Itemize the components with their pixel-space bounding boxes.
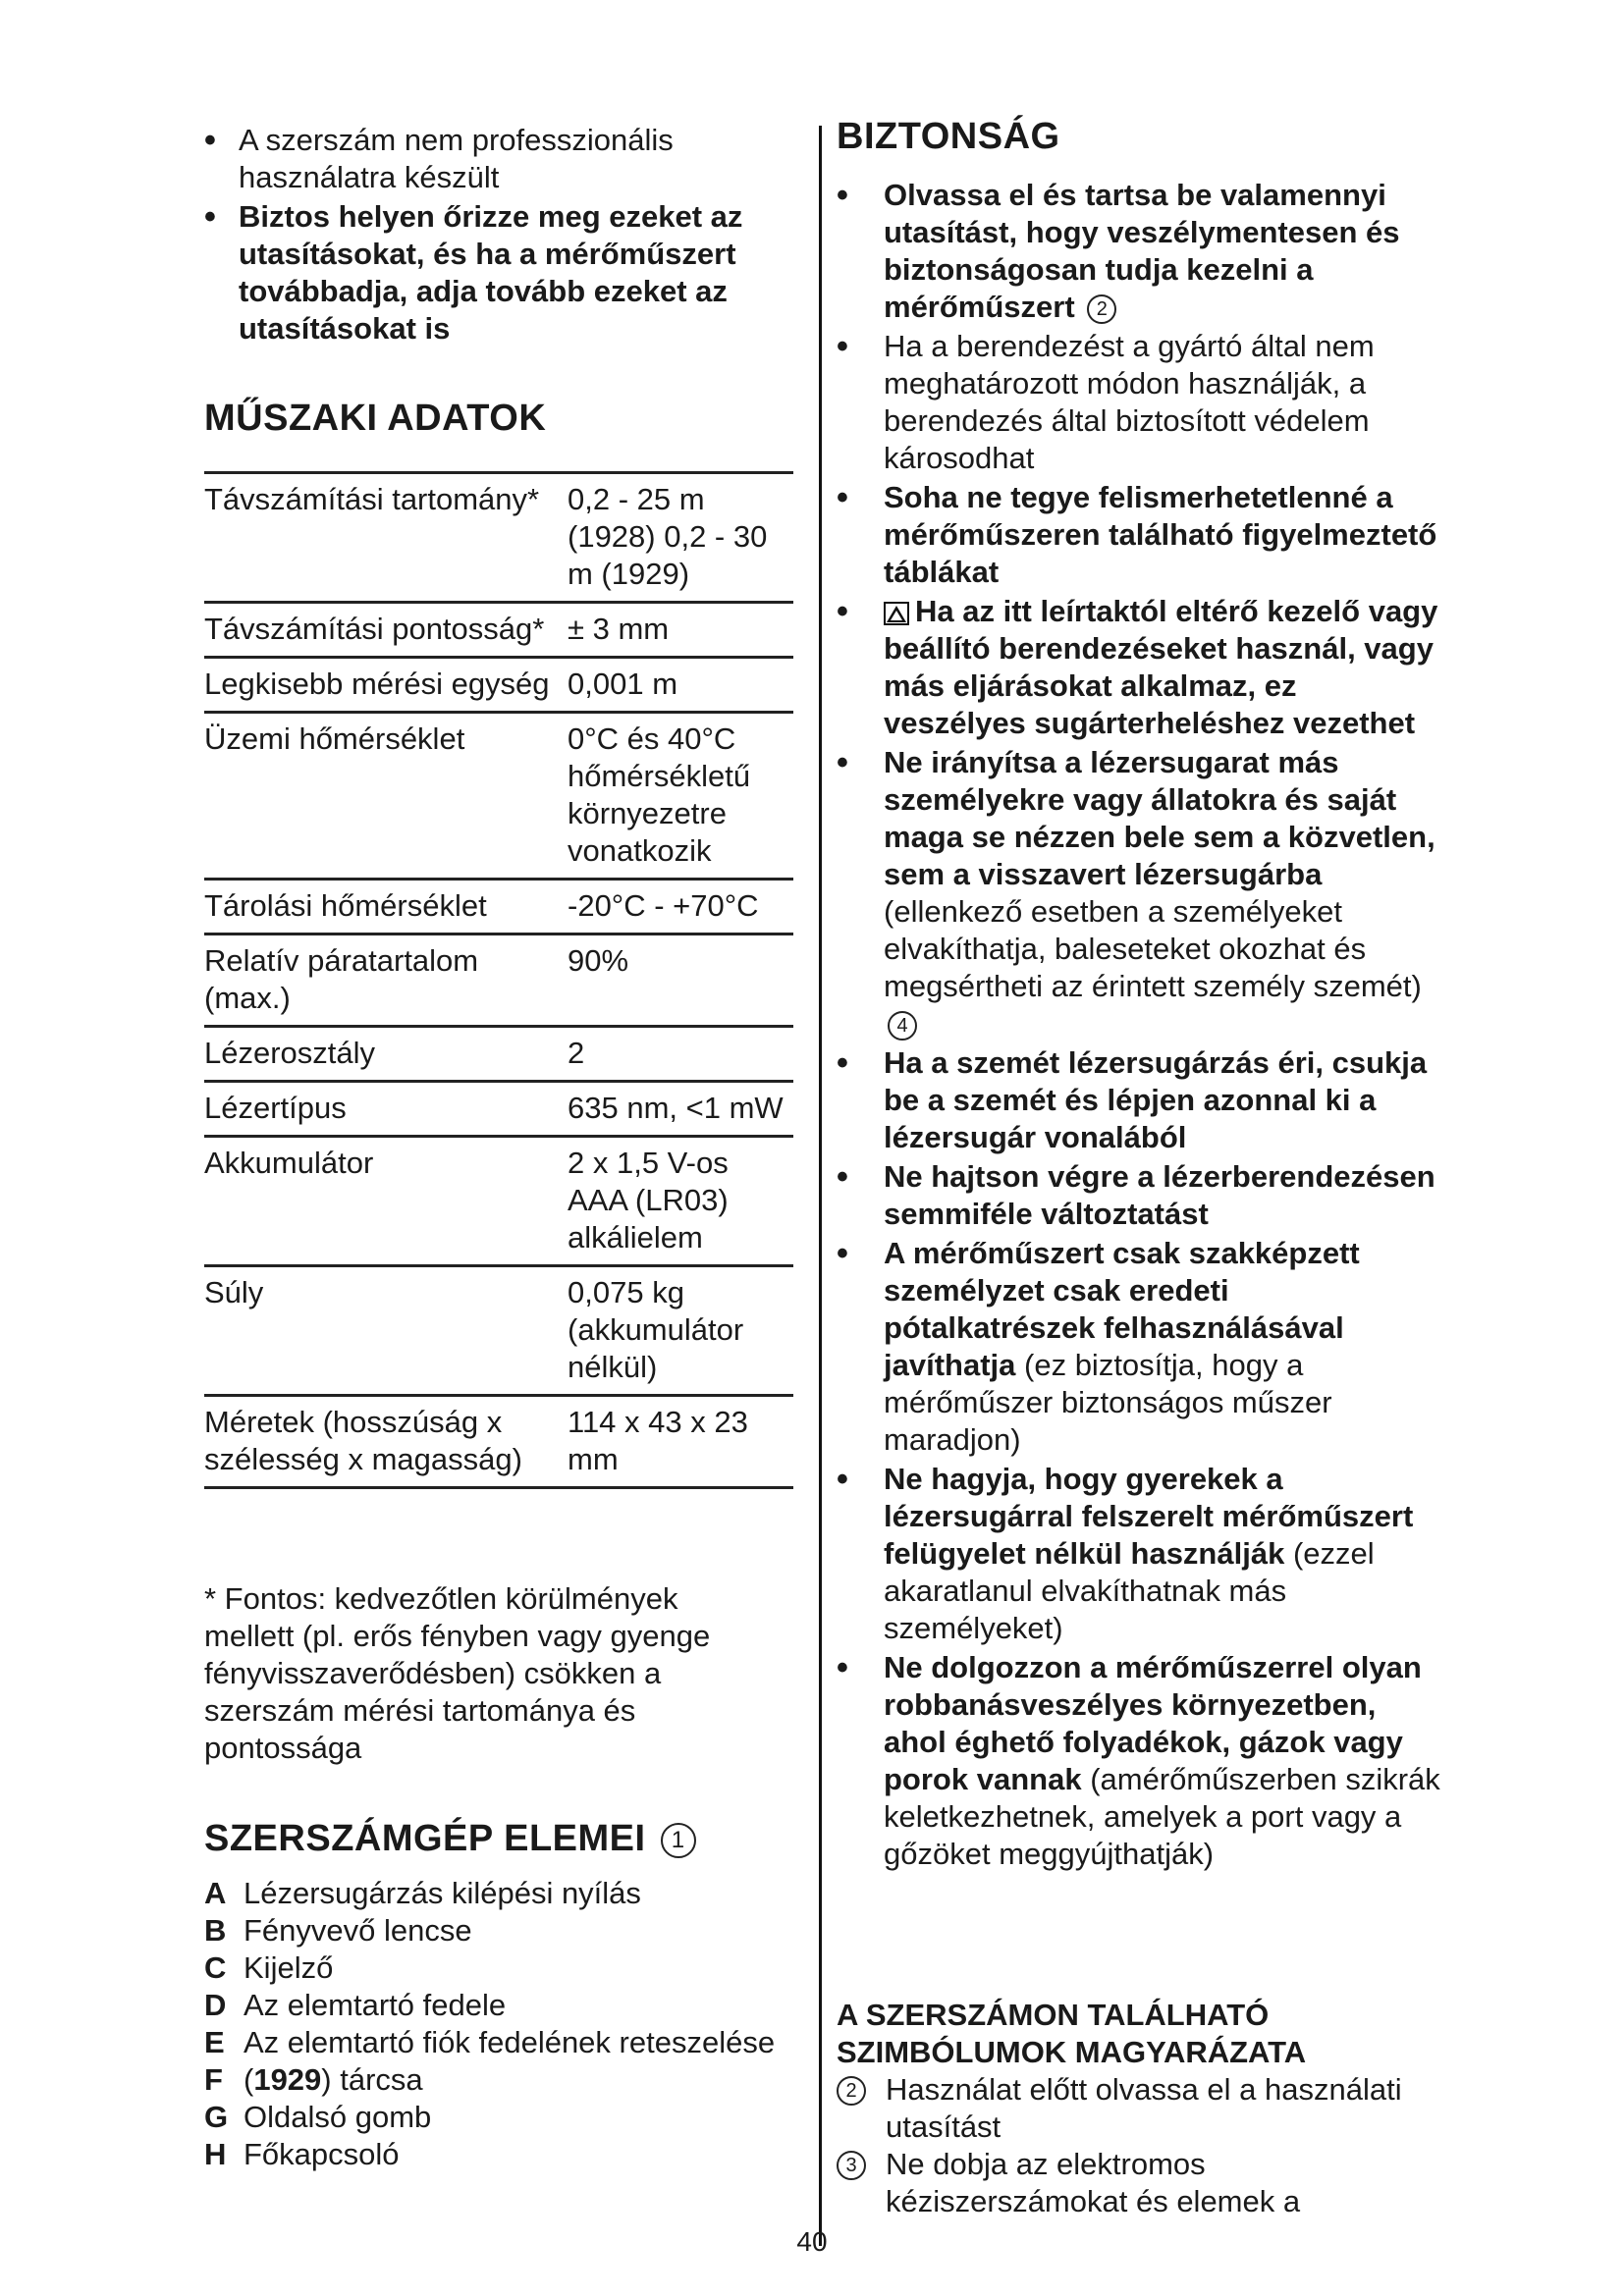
spec-label: Akkumulátor bbox=[204, 1146, 374, 1180]
symbol-item: 3 Ne dobja az elektromos kéziszerszámokat és elemek a bbox=[837, 2146, 1445, 2220]
symbols-list bbox=[837, 2071, 1445, 2220]
laser-warning-icon bbox=[884, 602, 909, 625]
safety-bullet: • Ne dolgozzon a mérőműszerrel olyan robbanásveszélyes környezetben, ahol éghető folyadékok, gázok vagy porok vannak (amérőműszerben szikrák keletkezhetnek, amelyek a port vagy a gőzöket meggyújthatják) bbox=[837, 1649, 1445, 1873]
spec-value: 0,2 - 25 m (1928) 0,2 - 30 m (1929) bbox=[568, 482, 768, 591]
spec-value: 2 bbox=[568, 1036, 585, 1070]
spec-value: 635 nm, <1 mW bbox=[568, 1091, 784, 1125]
spec-value: 2 x 1,5 V-os AAA (LR03) alkálielem bbox=[568, 1146, 729, 1255]
safety-title: BIZTONSÁG bbox=[837, 116, 1060, 157]
spec-value: 0°C és 40°C hőmérsékletű környezetre vonatkozik bbox=[568, 721, 751, 868]
spec-value: -20°C - +70°C bbox=[568, 888, 759, 923]
spec-label: Lézertípus bbox=[204, 1091, 347, 1125]
part-item: H Főkapcsoló bbox=[204, 2137, 400, 2171]
spec-row bbox=[204, 1082, 793, 1137]
spec-label: Relatív páratartalom (max.) bbox=[204, 943, 479, 1015]
spec-row bbox=[204, 1396, 793, 1488]
spec-value: 0,075 kg (akkumulátor nélkül) bbox=[568, 1275, 744, 1384]
column-divider bbox=[819, 126, 822, 2246]
safety-bullets bbox=[837, 177, 1445, 1875]
spec-row bbox=[204, 880, 793, 934]
safety-bullet: • Ha a berendezést a gyártó által nem meghatározott módon használják, a berendezés által biztosított védelem károsodhat bbox=[837, 328, 1445, 477]
spec-label: Méretek (hosszúság x szélesség x magasság) bbox=[204, 1405, 522, 1476]
part-item: E Az elemtartó fiók fedelének reteszelése bbox=[204, 2025, 776, 2059]
symbol-item: 2 Használat előtt olvassa el a használati utasítást bbox=[837, 2071, 1445, 2146]
parts-list bbox=[204, 1875, 793, 2173]
spec-row bbox=[204, 473, 793, 603]
spec-row bbox=[204, 658, 793, 713]
spec-row bbox=[204, 1137, 793, 1266]
spec-value: 90% bbox=[568, 943, 629, 978]
intro-bullet-1: • A szerszám nem professzionális használatra készült bbox=[204, 122, 793, 196]
spec-label: Üzemi hőmérséklet bbox=[204, 721, 465, 756]
symbols-title: A SZERSZÁMON TALÁLHATÓ SZIMBÓLUMOK MAGYARÁZATA bbox=[837, 1998, 1307, 2069]
safety-bullet: • Olvassa el és tartsa be valamennyi utasítást, hogy veszélymentesen és biztonságosan tudja kezelni a mérőműszert 2 bbox=[837, 177, 1445, 326]
part-item: C Kijelző bbox=[204, 1950, 334, 1985]
safety-bullet: • Soha ne tegye felismerhetetlenné a mérőműszeren található figyelmeztető táblákat bbox=[837, 479, 1445, 591]
spec-row bbox=[204, 934, 793, 1027]
spec-value: 0,001 m bbox=[568, 667, 678, 701]
part-item: G Oldalsó gomb bbox=[204, 2100, 432, 2134]
spec-value: ± 3 mm bbox=[568, 612, 670, 646]
specs-title: MŰSZAKI ADATOK bbox=[204, 398, 547, 439]
part-item: F (1929) tárcsa bbox=[204, 2062, 423, 2097]
figure-ref-2: 2 bbox=[837, 2076, 866, 2106]
figure-ref-4: 4 bbox=[888, 1011, 917, 1041]
safety-bullet: • Ha a szemét lézersugárzás éri, csukja be a szemét és lépjen azonnal ki a lézersugár vonalából bbox=[837, 1044, 1445, 1156]
figure-ref-1: 1 bbox=[661, 1823, 696, 1858]
spec-label: Távszámítási tartomány* bbox=[204, 482, 540, 516]
safety-bullet: • Ne hajtson végre a lézerberendezésen semmiféle változtatást bbox=[837, 1158, 1445, 1233]
parts-title: SZERSZÁMGÉP ELEMEI 1 bbox=[204, 1818, 696, 1860]
page-number: 40 bbox=[796, 2226, 828, 2257]
spec-row bbox=[204, 603, 793, 658]
spec-label: Legkisebb mérési egység bbox=[204, 667, 550, 701]
part-item: A Lézersugárzás kilépési nyílás bbox=[204, 1876, 641, 1910]
spec-label: Tárolási hőmérséklet bbox=[204, 888, 487, 923]
spec-label: Távszámítási pontosság* bbox=[204, 612, 545, 646]
intro-bullet-2: • Biztos helyen őrizze meg ezeket az utasításokat, és ha a mérőműszert továbbadja, adja tovább ezeket az utasításokat is bbox=[204, 198, 793, 347]
spec-label: Lézerosztály bbox=[204, 1036, 376, 1070]
figure-ref-3: 3 bbox=[837, 2151, 866, 2180]
figure-ref-2: 2 bbox=[1087, 294, 1116, 324]
spec-row bbox=[204, 713, 793, 880]
specs-table bbox=[204, 471, 793, 1489]
specs-note: * Fontos: kedvezőtlen körülmények mellett (pl. erős fényben vagy gyenge fényvisszaverődésben) csökken a szerszám mérési tartománya és pontossága bbox=[204, 1581, 711, 1765]
safety-bullet: • A mérőműszert csak szakképzett személyzet csak eredeti pótalkatrészek felhasználásával javíthatja (ez biztosítja, hogy a mérőműszer biztonságos műszer maradjon) bbox=[837, 1235, 1445, 1459]
safety-bullet: • Ne hagyja, hogy gyerekek a lézersugárral felszerelt mérőműszert felügyelet nélkül használják (ezzel akaratlanul elvakíthatnak más személyeket) bbox=[837, 1461, 1445, 1647]
spec-label: Súly bbox=[204, 1275, 264, 1309]
safety-bullet: • Ha az itt leírtaktól eltérő kezelő vagy beállító berendezéseket használ, vagy más eljárásokat alkalmaz, ez veszélyes sugárterheléshez vezethet bbox=[837, 593, 1445, 742]
intro-bullets bbox=[204, 122, 793, 349]
part-item: B Fényvevő lencse bbox=[204, 1913, 472, 1948]
spec-row bbox=[204, 1027, 793, 1082]
part-item: D Az elemtartó fedele bbox=[204, 1988, 507, 2022]
safety-bullet: • Ne irányítsa a lézersugarat más személyekre vagy állatokra és saját maga se nézzen bele sem a közvetlen, sem a visszavert lézersugárba (ellenkező esetben a személyeket elvakíthatja, baleseteket okozhat és megsértheti az érintett személy szemét) 4 bbox=[837, 744, 1445, 1042]
spec-value: 114 x 43 x 23 mm bbox=[568, 1405, 748, 1476]
spec-row bbox=[204, 1266, 793, 1396]
